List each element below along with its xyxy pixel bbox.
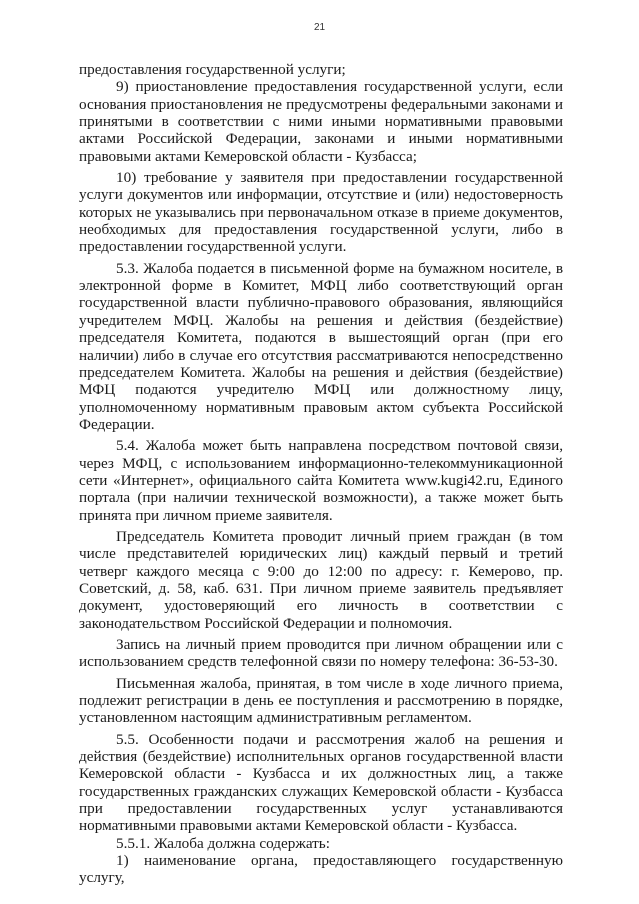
page-number: 21	[313, 22, 326, 33]
paragraph-5-5: 5.5. Особенности подачи и рассмотрения жалоб на решения и действия (бездействие) исполнительных органов государственной власти Кемеровской области - Кузбасса и их должностных лиц, а также государственных гражданских служащих Кемеровской области - Кузбасса при предоставлении государственных услуг устанавливаются нормативными правовыми актами Кемеровской области - Кузбасса.	[79, 730, 563, 835]
paragraph-item-1: 1) наименование органа, предоставляющего государственную услугу,	[79, 852, 563, 887]
document-body	[79, 61, 563, 887]
paragraph-5-5-1: 5.5.1. Жалоба должна содержать:	[116, 834, 330, 852]
paragraph-written-complaint: Письменная жалоба, принятая, в том числе в ходе личного приема, подлежит регистрации в день ее поступления и рассмотрению в порядке, установленном настоящим административным регламентом.	[79, 674, 563, 727]
paragraph-appointment: Запись на личный прием проводится при личном обращении или с использованием средств телефонной связи по номеру телефона: 36-53-30.	[79, 636, 563, 671]
paragraph-5-4: 5.4. Жалоба может быть направлена посредством почтовой связи, через МФЦ, с использованием информационно-телекоммуникационной сети «Интернет», официального сайта Комитета www.kugi42.ru, Единого портала (при наличии технической возможности), а также может быть принята при личном приеме заявителя.	[79, 437, 563, 524]
paragraph-continuation: предоставления государственной услуги;	[79, 61, 346, 78]
paragraph-item-10: 10) требование у заявителя при предоставлении государственной услуги документов или информации, отсутствие и (или) недостоверность которых не указывались при первоначальном отказе в приеме документов, необходимых для предоставления государственной услуги, либо в предоставлении государственной услуги.	[79, 169, 563, 256]
paragraph-personal-reception: Председатель Комитета проводит личный прием граждан (в том числе представителей юридических лиц) каждый первый и третий четверг каждого месяца с 9:00 до 12:00 по адресу: г. Кемерово, пр. Советский, д. 58, каб. 631. При личном приеме заявитель предъявляет документ, удостоверяющий его личность в соответствии с законодательством Российской Федерации и полномочия.	[79, 527, 563, 632]
paragraph-5-3: 5.3. Жалоба подается в письменной форме на бумажном носителе, в электронной форме в Комитет, МФЦ либо соответствующий орган государственной власти публично-правового образования, являющийся учредителем МФЦ. Жалобы на решения и действия (бездействие) председателя Комитета, подаются в вышестоящий орган (при его наличии) либо в случае его отсутствия рассматриваются непосредственно председателем Комитета. Жалобы на решения и действия (бездействие) МФЦ подаются учредителю МФЦ или должностному лицу, уполномоченному нормативным правовым актом субъекта Российской Федерации.	[79, 259, 563, 433]
paragraph-item-9: 9) приостановление предоставления государственной услуги, если основания приостановления не предусмотрены федеральными законами и принятыми в соответствии с ними иными нормативными правовыми актами Российской Федерации, законами и иными нормативными правовыми актами Кемеровской области - Кузбасса;	[79, 78, 563, 165]
